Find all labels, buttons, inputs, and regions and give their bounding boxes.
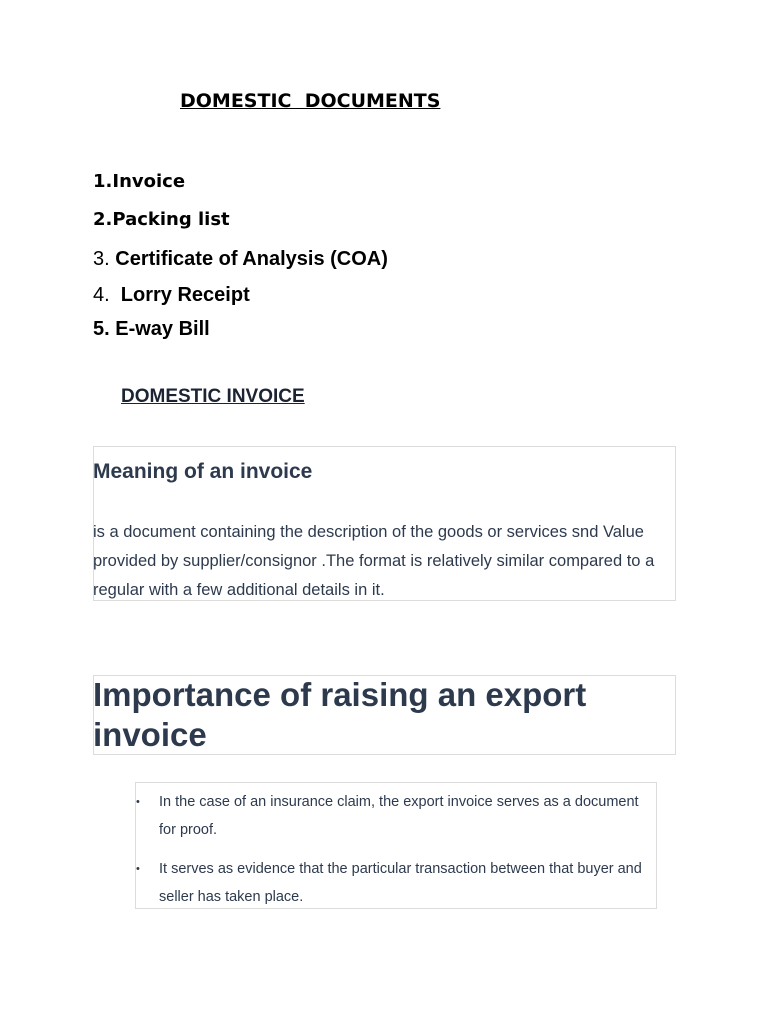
list-item-number: 1. xyxy=(93,171,113,192)
list-item-certificate-of-analysis xyxy=(93,248,388,271)
list-item-packing-list xyxy=(93,209,230,230)
section-subtitle: DOMESTIC INVOICE xyxy=(121,386,305,407)
bullet-text: It serves as evidence that the particular transaction between that buyer and seller has taken place. xyxy=(159,861,642,905)
list-item-number: 2. xyxy=(93,209,113,230)
list-item-label: Certificate of Analysis (COA) xyxy=(115,248,388,270)
bullet-dot-icon: • xyxy=(136,863,140,875)
list-item-label: E-way Bill xyxy=(115,318,210,340)
list-item-label: Lorry Receipt xyxy=(120,284,250,306)
list-item-e-way-bill xyxy=(93,318,210,341)
meaning-heading: Meaning of an invoice xyxy=(93,460,313,483)
list-item-number: 3. xyxy=(93,248,116,270)
bullet-dot-icon: • xyxy=(136,796,140,808)
list-item-invoice xyxy=(93,171,185,192)
document-title: DOMESTIC DOCUMENTS xyxy=(180,90,441,112)
list-item-number: 4. xyxy=(93,284,121,306)
list-item-label: Packing list xyxy=(112,209,230,230)
list-item-label: Invoice xyxy=(112,171,186,192)
importance-bullet-list xyxy=(135,788,655,922)
meaning-paragraph: is a document containing the description of the goods or services snd Value provided by supplier/consignor .The format is relatively similar compared to a regular with a few additional details in it. xyxy=(93,523,655,599)
bullet-text: In the case of an insurance claim, the export invoice serves as a document for proof. xyxy=(159,794,639,838)
bullet-item xyxy=(135,788,655,844)
importance-heading: Importance of raising an export invoice xyxy=(93,676,587,753)
bullet-item xyxy=(135,855,655,911)
list-item-lorry-receipt xyxy=(93,284,250,307)
list-item-number: 5. xyxy=(93,318,116,340)
